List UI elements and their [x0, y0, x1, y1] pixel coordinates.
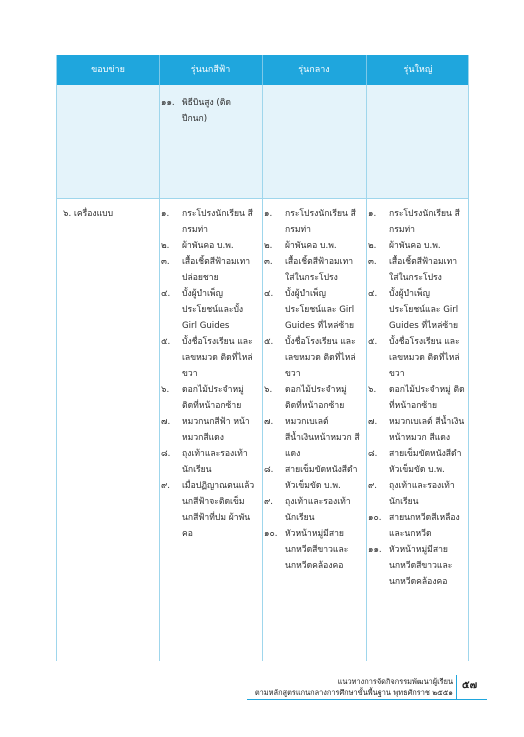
item-text: ถุงเท้าและรองเท้า นักเรียน [182, 449, 248, 475]
item-text: ผ้าพันคอ บ.พ. [285, 241, 337, 251]
item-list [264, 206, 360, 574]
item-number: ๑. [368, 209, 377, 219]
header-divider [262, 55, 263, 85]
item-number: ๒. [161, 241, 170, 251]
list-item [264, 206, 360, 238]
item-list [161, 95, 251, 127]
item-text: เสื้อเชิ้ตสีฟ้าอมเทา ปล่อยชาย [182, 257, 251, 283]
item-text: สายเข็มขัดหนังสีดำ หัวเข็มขัด บ.พ. [389, 449, 462, 475]
item-text: กระโปรงนักเรียน สีกรมท่า [389, 209, 460, 235]
item-text: พิธีบินสูง (ติด ปีกนก) [182, 98, 231, 124]
item-number: ๖. [264, 385, 273, 395]
list-item [264, 382, 360, 414]
cell-scope-uniform: ๖. เครื่องแบบ [63, 209, 114, 219]
list-item [161, 446, 255, 478]
item-text: บั้งผู้บำเพ็ญ ประโยชน์และบั้ง Girl Guides [182, 289, 244, 331]
item-number: ๕. [161, 337, 171, 347]
item-text: เสื้อเชิ้ตสีฟ้าอมเทา ใส่ในกระโปรง [285, 257, 354, 283]
list-item [264, 462, 360, 494]
list-item [368, 254, 466, 286]
list-item [368, 382, 466, 414]
list-item [264, 286, 360, 334]
header-divider [366, 55, 367, 85]
item-number: ๕. [368, 337, 378, 347]
item-text: ถุงเท้าและรองเท้า นักเรียน [285, 497, 351, 523]
item-text: หมวกเบเลต์ สีน้ำเงินหน้าหมวก สีแดง [389, 417, 465, 443]
list-item [368, 542, 466, 590]
list-item [368, 510, 466, 542]
list-item [264, 494, 360, 526]
list-item [161, 238, 255, 254]
list-item [161, 414, 255, 446]
item-number: ๖. [368, 385, 377, 395]
item-text: บั้งผู้บำเพ็ญ ประโยชน์และ Girl Guides ที่ไหล่ซ้าย [285, 289, 355, 331]
item-list [161, 206, 255, 542]
list-item [161, 206, 255, 238]
item-text: กระโปรงนักเรียน สีกรมท่า [182, 209, 253, 235]
item-text: หัวหน้าหมู่มีสาย นกหวีดสีขาวและ นกหวีดคล้องคอ [389, 545, 453, 587]
item-text: บั้งชื่อโรงเรียน และเลขหมวด ติดที่ไหล่ขวา [389, 337, 460, 379]
item-text: สายนกหวีดสีเหลือง และนกหวีด [389, 513, 460, 539]
footer-rule [247, 699, 487, 700]
item-number: ๑๑. [368, 545, 382, 555]
list-item [368, 286, 466, 334]
list-item [368, 238, 466, 254]
item-number: ๗. [161, 417, 171, 427]
header-middle: รุ่นกลาง [298, 65, 330, 75]
item-number: ๙. [161, 481, 171, 491]
list-item [368, 414, 466, 446]
list-item [264, 254, 360, 286]
item-text: เมื่อปฏิญาณตนแล้ว นกสีฟ้าจะติดเข็ม นกสีฟ้าที่ปม ผ้าพันคอ [182, 481, 255, 539]
item-text: บั้งผู้บำเพ็ญ ประโยชน์และ Girl Guides ที่ไหล่ซ้าย [389, 289, 459, 331]
list-item [161, 334, 255, 382]
item-number: ๖. [161, 385, 170, 395]
list-item [368, 334, 466, 382]
item-text: บั้งชื่อโรงเรียน และเลขหมวด ติดที่ไหล่ขวา [285, 337, 356, 379]
header-bluebird: รุ่นนกสีฟ้า [190, 65, 231, 75]
item-number: ๘. [264, 465, 274, 475]
item-number: ๓. [264, 257, 273, 267]
header-divider [159, 55, 160, 85]
column-divider [262, 85, 263, 661]
item-text: หมวกนกสีฟ้า หน้าหมวกสีแดง [182, 417, 250, 443]
item-text: ถุงเท้าและรองเท้า นักเรียน [389, 481, 455, 507]
footer-separator [456, 675, 457, 699]
item-number: ๔. [161, 289, 171, 299]
item-number: ๕. [264, 337, 274, 347]
item-number: ๑๑. [161, 98, 175, 108]
item-number: ๒. [264, 241, 273, 251]
list-item [264, 414, 360, 462]
item-number: ๑๐. [368, 513, 382, 523]
item-number: ๓. [368, 257, 377, 267]
cell-uniform-bluebird [161, 206, 255, 542]
item-number: ๙. [368, 481, 378, 491]
item-number: ๔. [264, 289, 274, 299]
item-number: ๔. [368, 289, 378, 299]
table-header [57, 55, 468, 85]
item-text: สายเข็มขัดหนังสีดำ หัวเข็มขัด บ.พ. [285, 465, 358, 491]
list-item [161, 478, 255, 542]
column-divider [366, 85, 367, 661]
item-number: ๑. [264, 209, 273, 219]
item-number: ๓. [161, 257, 170, 267]
column-divider [159, 85, 160, 661]
header-scope: ขอบข่าย [91, 65, 125, 75]
list-item [368, 446, 466, 478]
list-item [161, 254, 255, 286]
item-text: เสื้อเชิ้ตสีฟ้าอมเทา ใส่ในกระโปรง [389, 257, 458, 283]
item-text: หัวหน้าหมู่มีสาย นกหวีดสีขาวและ นกหวีดคล้องคอ [285, 529, 349, 571]
curriculum-table [56, 55, 469, 661]
list-item [161, 286, 255, 334]
item-number: ๒. [368, 241, 377, 251]
item-text: ดอกไม้ประจำหมู่ ติดที่หน้าอกซ้าย [285, 385, 347, 411]
item-number: ๘. [161, 449, 171, 459]
item-text: ผ้าพันคอ บ.พ. [182, 241, 234, 251]
list-item [368, 206, 466, 238]
item-number: ๑. [161, 209, 170, 219]
item-text: กระโปรงนักเรียน สีกรมท่า [285, 209, 356, 235]
footer-book-subtitle: ตามหลักสูตรแกนกลางการศึกษาขั้นพื้นฐาน พุทธศักราช ๒๕๕๑ [254, 688, 453, 697]
item-text: หมวกเบเลต์ สีน้ำเงินหน้าหมวก สีแดง [285, 417, 360, 459]
cell-uniform-senior [368, 206, 466, 590]
item-list [368, 206, 466, 590]
item-number: ๗. [264, 417, 274, 427]
item-text: ดอกไม้ประจำหมู่ ติดที่หน้าอกซ้าย [389, 385, 465, 411]
item-number: ๑๐. [264, 529, 278, 539]
header-senior: รุ่นใหญ่ [403, 65, 433, 75]
list-item [264, 334, 360, 382]
item-text: บั้งชื่อโรงเรียน และเลขหมวด ติดที่ไหล่ขวา [182, 337, 253, 379]
list-item [161, 95, 251, 127]
footer-book-title: แนวทางการจัดกิจกรรมพัฒนาผู้เรียน [337, 677, 453, 686]
item-text: ดอกไม้ประจำหมู่ ติดที่หน้าอกซ้าย [182, 385, 244, 411]
list-item [264, 238, 360, 254]
cell-uniform-middle [264, 206, 360, 574]
list-item [368, 478, 466, 510]
page-number: ๕๗ [462, 680, 478, 691]
list-item [264, 526, 360, 574]
item-number: ๗. [368, 417, 378, 427]
item-number: ๙. [264, 497, 274, 507]
cell-prev-bluebird [161, 95, 251, 127]
item-text: ผ้าพันคอ บ.พ. [389, 241, 441, 251]
item-number: ๘. [368, 449, 378, 459]
list-item [161, 382, 255, 414]
